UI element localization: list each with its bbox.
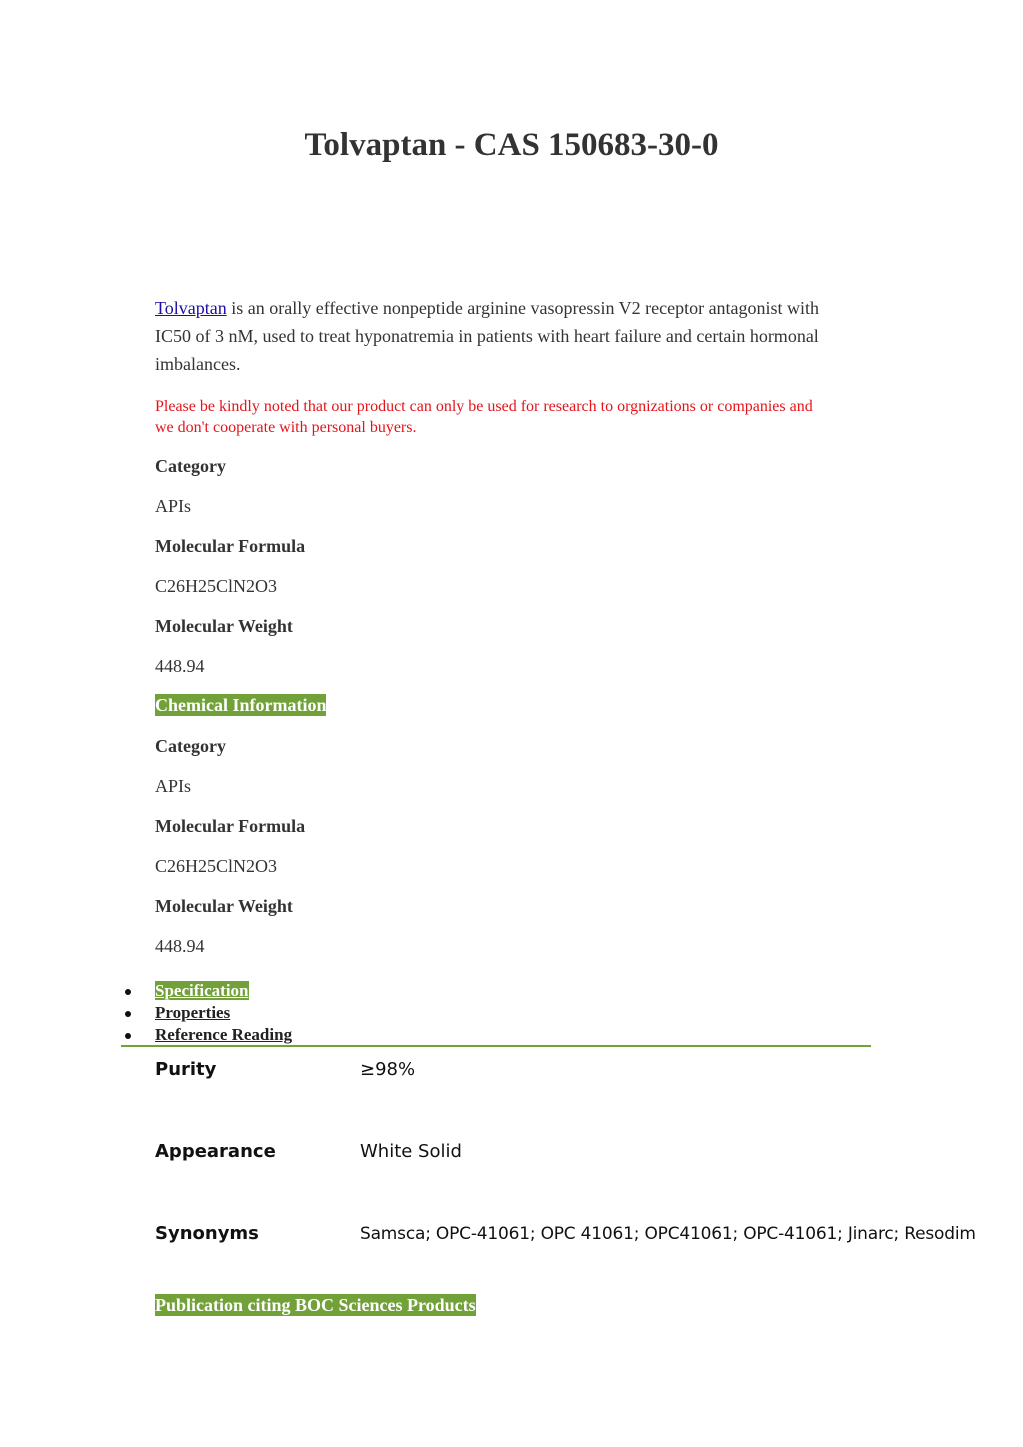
- tab-reference-reading[interactable]: [121, 1024, 292, 1046]
- detail-tabs: [121, 980, 292, 1046]
- synonyms-label: Synonyms: [155, 1223, 259, 1244]
- tab-properties[interactable]: [121, 1002, 292, 1024]
- bullet-icon: [125, 1011, 131, 1017]
- molecular-weight-value: 448.94: [155, 656, 205, 676]
- chem-molecular-formula-label: Molecular Formula: [155, 816, 306, 836]
- purity-label: Purity: [155, 1059, 217, 1080]
- tab-reference-reading-label[interactable]: Reference Reading: [155, 1025, 293, 1044]
- bullet-icon: [125, 1033, 131, 1039]
- category-label: Category: [155, 456, 226, 476]
- bullet-icon: [125, 989, 131, 995]
- chem-category-label: Category: [155, 736, 226, 756]
- tab-specification-label[interactable]: Specification: [155, 981, 249, 1000]
- molecular-weight-label: Molecular Weight: [155, 616, 293, 636]
- synonyms-value: Samsca; OPC-41061; OPC 41061; OPC41061; OPC-41061; Jinarc; Resodim: [360, 1224, 976, 1244]
- purity-value: ≥98%: [360, 1059, 416, 1080]
- publication-heading: Publication citing BOC Sciences Products: [155, 1295, 476, 1315]
- tab-specification[interactable]: [121, 980, 292, 1002]
- appearance-label: Appearance: [155, 1141, 276, 1162]
- research-use-notice: Please be kindly noted that our product can only be used for research to orgnizations or companies and we don't cooperate with personal buyers.: [155, 398, 813, 436]
- description-text: is an orally effective nonpeptide arginine vasopressin V2 receptor antagonist with IC50 of 3 nM, used to treat hyponatremia in patients with heart failure and certain hormonal imbalances.: [155, 298, 820, 374]
- molecular-formula-label: Molecular Formula: [155, 536, 306, 556]
- tolvaptan-link[interactable]: Tolvaptan: [155, 298, 227, 318]
- chem-molecular-weight-value: 448.94: [155, 936, 205, 956]
- chem-molecular-weight-label: Molecular Weight: [155, 896, 293, 916]
- chemical-information-heading: Chemical Information: [155, 695, 327, 715]
- tabs-divider: [121, 1045, 871, 1047]
- page-title: Tolvaptan - CAS 150683-30-0: [304, 127, 719, 163]
- tab-properties-label[interactable]: Properties: [155, 1003, 231, 1022]
- product-description: [155, 294, 855, 378]
- chem-molecular-formula-value: C26H25ClN2O3: [155, 856, 278, 876]
- molecular-formula-value: C26H25ClN2O3: [155, 576, 278, 596]
- category-value: APIs: [155, 496, 192, 516]
- chem-category-value: APIs: [155, 776, 192, 796]
- appearance-value: White Solid: [360, 1141, 462, 1162]
